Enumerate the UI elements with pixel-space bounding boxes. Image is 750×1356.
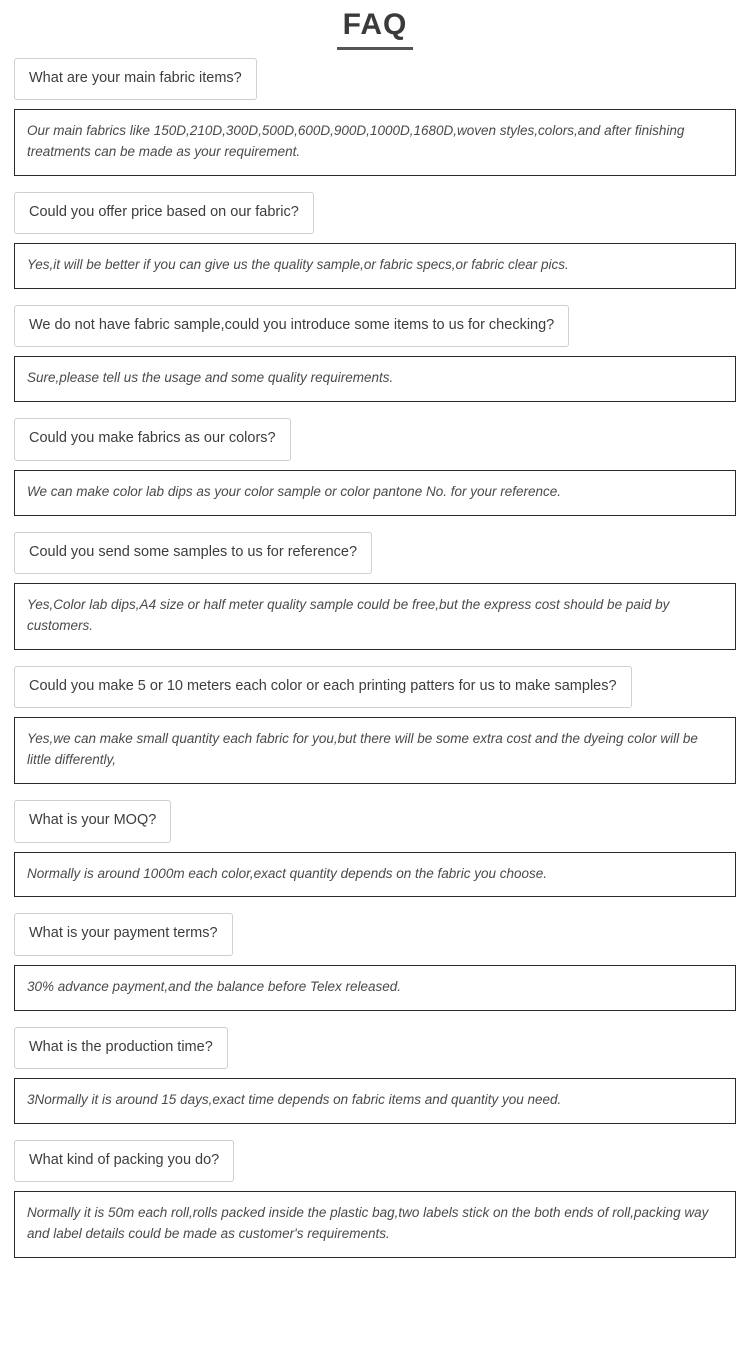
faq-question: We do not have fabric sample,could you introduce some items to us for checking? (14, 305, 569, 347)
bottom-spacer (14, 1274, 736, 1304)
faq-item (14, 192, 736, 289)
faq-list (0, 58, 750, 1305)
faq-answer: Normally is around 1000m each color,exact quantity depends on the fabric you choose. (14, 852, 736, 898)
faq-question: Could you make 5 or 10 meters each color or each printing patters for us to make samples? (14, 666, 632, 708)
faq-question: What is your payment terms? (14, 913, 233, 955)
faq-answer: Yes,we can make small quantity each fabric for you,but there will be some extra cost and the dyeing color will be little differently, (14, 717, 736, 784)
faq-question: Could you send some samples to us for reference? (14, 532, 372, 574)
faq-item (14, 913, 736, 1010)
page-title-container (0, 0, 750, 58)
faq-question: What is the production time? (14, 1027, 228, 1069)
faq-question: What kind of packing you do? (14, 1140, 234, 1182)
faq-item (14, 800, 736, 897)
faq-item (14, 666, 736, 784)
faq-item (14, 58, 736, 176)
faq-answer: Sure,please tell us the usage and some quality requirements. (14, 356, 736, 402)
faq-item (14, 532, 736, 650)
faq-answer: 3Normally it is around 15 days,exact time depends on fabric items and quantity you need. (14, 1078, 736, 1124)
faq-answer: Our main fabrics like 150D,210D,300D,500D,600D,900D,1000D,1680D,woven styles,colors,and after finishing treatments can be made as your requirement. (14, 109, 736, 176)
faq-item (14, 418, 736, 515)
page-title: FAQ (337, 6, 414, 50)
faq-item (14, 1027, 736, 1124)
faq-answer: We can make color lab dips as your color sample or color pantone No. for your reference. (14, 470, 736, 516)
faq-question: Could you make fabrics as our colors? (14, 418, 291, 460)
faq-question: What are your main fabric items? (14, 58, 257, 100)
faq-answer: Yes,Color lab dips,A4 size or half meter quality sample could be free,but the express cost should be paid by customers. (14, 583, 736, 650)
faq-question: Could you offer price based on our fabric? (14, 192, 314, 234)
faq-answer: Yes,it will be better if you can give us the quality sample,or fabric specs,or fabric clear pics. (14, 243, 736, 289)
faq-answer: 30% advance payment,and the balance before Telex released. (14, 965, 736, 1011)
faq-item (14, 305, 736, 402)
faq-item (14, 1140, 736, 1258)
faq-answer: Normally it is 50m each roll,rolls packed inside the plastic bag,two labels stick on the both ends of roll,packing way and label details could be made as customer's requirements. (14, 1191, 736, 1258)
faq-question: What is your MOQ? (14, 800, 171, 842)
